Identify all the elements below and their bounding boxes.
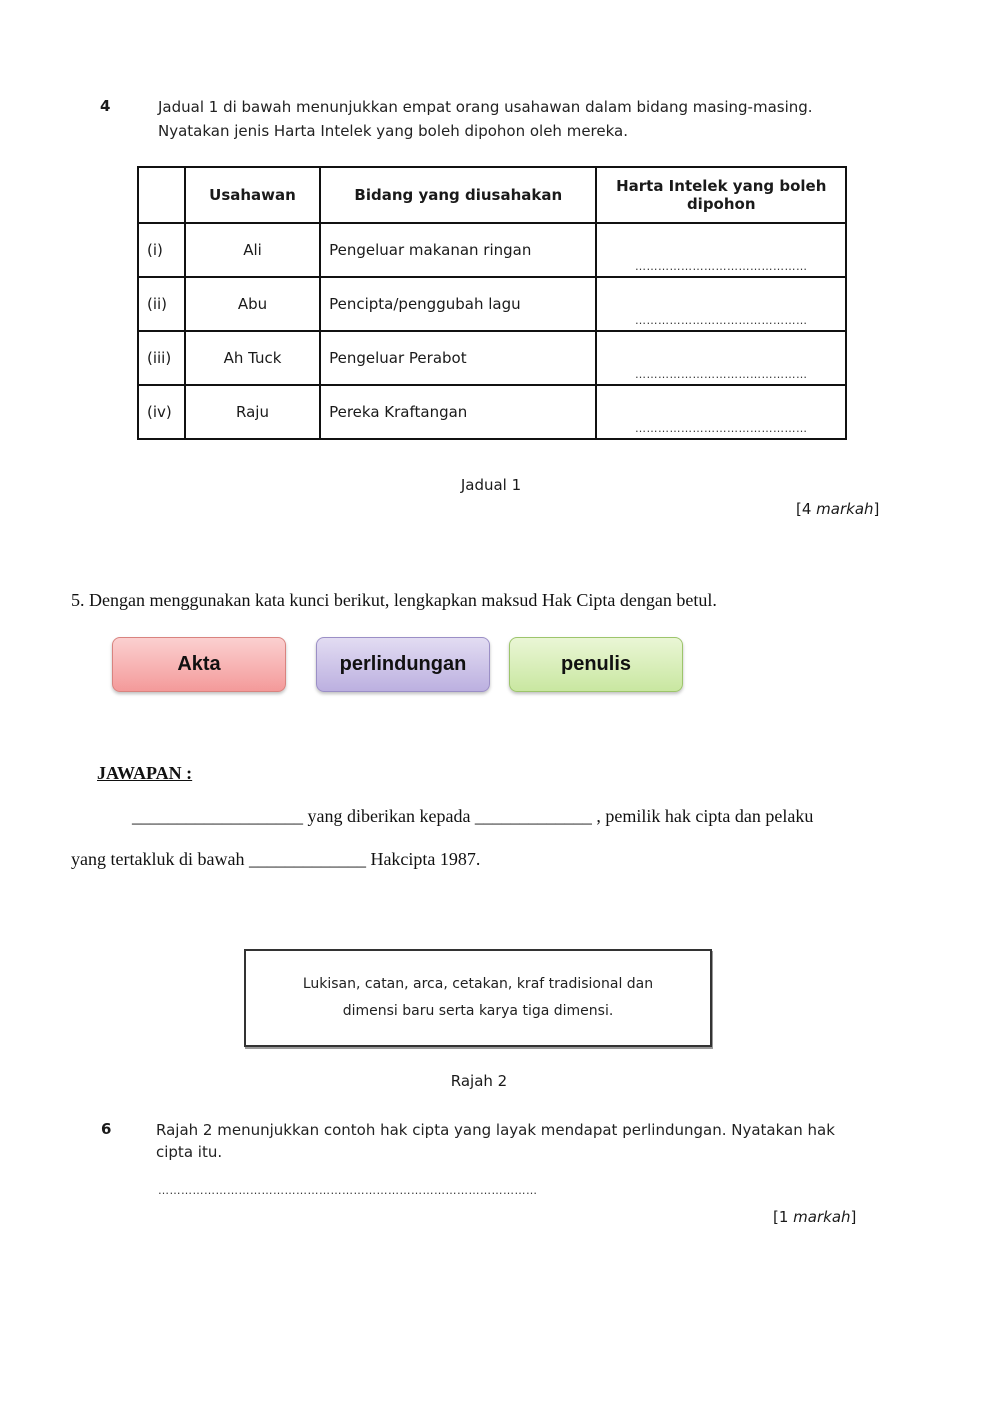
table-row xyxy=(138,223,846,277)
answer-dotted-line: ……………………………………… xyxy=(634,314,808,327)
figure-2-box xyxy=(244,949,712,1047)
keyword-penulis[interactable]: penulis xyxy=(509,637,683,692)
row-field: Pengeluar makanan ringan xyxy=(320,223,596,277)
table-1-caption: Jadual 1 xyxy=(460,476,522,494)
row-name: Ah Tuck xyxy=(185,331,320,385)
row-number: (iii) xyxy=(138,331,185,385)
figure-2-caption: Rajah 2 xyxy=(450,1072,508,1090)
marks-open: [1 xyxy=(773,1208,794,1226)
table-header-row xyxy=(138,167,846,223)
answer-dotted-line: ……………………………………… xyxy=(634,422,808,435)
row-number: (i) xyxy=(138,223,185,277)
figure-2-line-2: dimensi baru serta karya tiga dimensi. xyxy=(342,1003,614,1019)
marks-open: [4 xyxy=(796,500,817,518)
header-blank xyxy=(138,167,185,223)
keyword-perlindungan[interactable]: perlindungan xyxy=(316,637,490,692)
row-number: (iv) xyxy=(138,385,185,439)
marks-word: markah xyxy=(816,500,874,518)
question-4-number: 4 xyxy=(100,97,111,115)
row-name: Abu xyxy=(185,277,320,331)
question-4-marks xyxy=(796,500,879,518)
question-4-line-1: Jadual 1 di bawah menunjukkan empat orang usahawan dalam bidang masing-masing. xyxy=(158,98,813,116)
question-6-line-1: Rajah 2 menunjukkan contoh hak cipta yang layak mendapat perlindungan. Nyatakan hak xyxy=(156,1121,835,1139)
question-5-text: 5. Dengan menggunakan kata kunci berikut, lengkapkan maksud Hak Cipta dengan betul. xyxy=(71,590,717,610)
answer-sentence-line-1: ___________________ yang diberikan kepada _____________ , pemilik hak cipta dan pelaku xyxy=(132,806,814,826)
row-name: Ali xyxy=(185,223,320,277)
figure-2-line-1: Lukisan, catan, arca, cetakan, kraf tradisional dan xyxy=(302,976,654,992)
table-1 xyxy=(137,166,847,440)
marks-close: ] xyxy=(850,1208,857,1226)
row-answer-cell[interactable] xyxy=(596,331,846,385)
marks-close: ] xyxy=(873,500,880,518)
header-usahawan: Usahawan xyxy=(185,167,320,223)
row-answer-cell[interactable] xyxy=(596,277,846,331)
table-row xyxy=(138,277,846,331)
table-row xyxy=(138,331,846,385)
table-row xyxy=(138,385,846,439)
header-harta-intelek: Harta Intelek yang boleh dipohon xyxy=(596,167,846,223)
row-answer-cell[interactable] xyxy=(596,223,846,277)
marks-word: markah xyxy=(793,1208,851,1226)
row-number: (ii) xyxy=(138,277,185,331)
header-bidang: Bidang yang diusahakan xyxy=(320,167,596,223)
answer-label: JAWAPAN : xyxy=(97,763,193,783)
answer-dotted-line: ……………………………………… xyxy=(634,260,808,273)
row-field: Pengeluar Perabot xyxy=(320,331,596,385)
question-6-line-2: cipta itu. xyxy=(156,1143,223,1161)
row-field: Pereka Kraftangan xyxy=(320,385,596,439)
question-6-marks xyxy=(773,1208,856,1226)
question-6-number: 6 xyxy=(101,1120,112,1138)
answer-sentence-line-2: yang tertakluk di bawah _____________ Hakcipta 1987. xyxy=(71,849,481,869)
row-name: Raju xyxy=(185,385,320,439)
question-6-answer-line[interactable]: ……………………………………………………………………………………… xyxy=(158,1184,538,1197)
answer-dotted-line: ……………………………………… xyxy=(634,368,808,381)
keyword-akta[interactable]: Akta xyxy=(112,637,286,692)
row-answer-cell[interactable] xyxy=(596,385,846,439)
row-field: Pencipta/penggubah lagu xyxy=(320,277,596,331)
question-4-line-2: Nyatakan jenis Harta Intelek yang boleh dipohon oleh mereka. xyxy=(158,122,628,140)
